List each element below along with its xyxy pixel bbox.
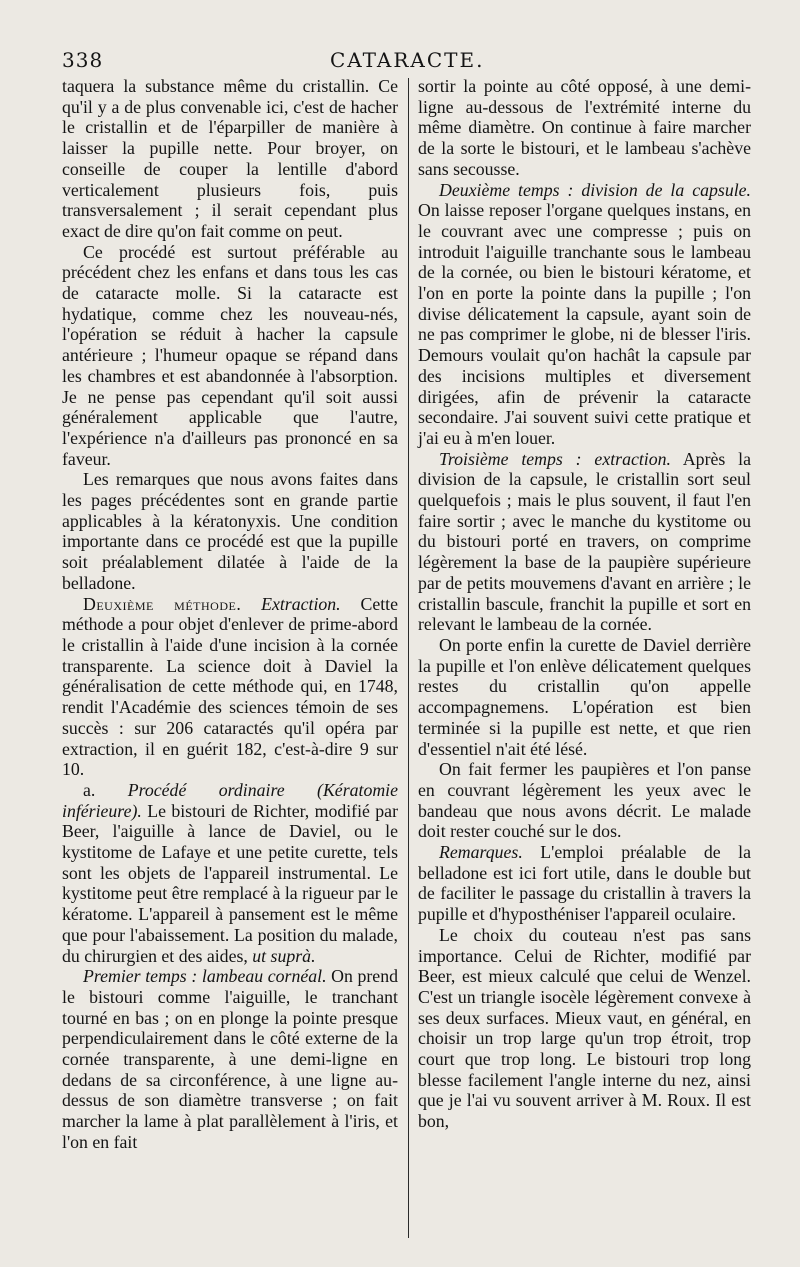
procedure-paragraph <box>62 780 398 966</box>
paragraph: Les remarques que nous avons faites dans les pages précédentes sont en grande partie applicables à la kératonyxis. Une condition importante dans ce procédé est que la pupille soit préalablement dilatée à l'aide de la belladone. <box>62 469 398 593</box>
step-paragraph <box>418 180 751 449</box>
step-title: Troisième temps : extraction. <box>439 448 671 469</box>
step-title: Deuxième temps : division de la capsule. <box>439 179 751 200</box>
remarks-title: Remarques. <box>439 842 523 863</box>
paragraph: taquera la substance même du cristallin. Ce qu'il y a de plus convenable ici, c'est de hacher le cristallin et de l'éparpiller de manière à laisser la pupille nette. Pour broyer, on conseille de couper la lentille d'abord verticalement plusieurs fois, puis transversalement ; il serait cependant plus exact de dire qu'on fait comme on peut. <box>62 76 398 241</box>
procedure-title: Procédé ordinaire (Kératomie inférieure). <box>62 779 399 821</box>
paragraph: On porte enfin la curette de Daviel derrière la pupille et l'on enlève délicatement quelques restes du cristallin qu'on appelle accompagnemens. L'opération est bien terminée si la pupille est nette, et que rien d'essentiel n'ait été lésé. <box>418 634 751 759</box>
page-number: 338 <box>62 48 104 72</box>
section-paragraph <box>62 594 398 780</box>
paragraph-text: L'emploi préalable de la belladone est ici fort utile, dans le double but de faciliter le passage du cristallin à travers la pupille et d'hyposthéniser l'appareil oculaire. <box>418 842 751 925</box>
paragraph: On fait fermer les paupières et l'on panse en couvrant légèrement les yeux avec le bandeau que nous avons décrit. Le malade doit rester couché sur le dos. <box>418 759 751 842</box>
section-title: Extraction. <box>261 593 341 614</box>
step-paragraph <box>62 966 398 1152</box>
step-title: Premier temps : lambeau cornéal. <box>83 966 327 987</box>
page-header <box>0 46 800 78</box>
remarks-paragraph <box>418 842 751 925</box>
latin-reference: ut suprà. <box>252 945 316 966</box>
running-title: CATARACTE. <box>330 48 485 72</box>
paragraph-text: Cette méthode a pour objet d'enlever de prime-abord le cristallin à l'aide d'une incision à la cornée transparente. La science doit à Daviel la généralisation de cette méthode qui, en 1748, rendit l'Académie des sciences témoin de ses succès : sur 206 cataractés qu'il opéra par extraction, il en guérit 182, c'est-à-dire 9 sur 10. <box>62 593 398 780</box>
paragraph-text: Après la division de la capsule, le cristallin sort seul quelquefois ; mais le plus souvent, il faut l'en faire sortir ; avec le manche du kystitome ou du bistouri porté en travers, on comprime légèrement la base de la paupière supérieure par de petits mouvemens d'avant en arrière ; le cristallin bascule, franchit la pupille et sort en relevant le lambeau de la cornée. <box>418 448 751 635</box>
step-paragraph <box>418 449 751 635</box>
paragraph-text: Le bistouri de Richter, modifié par Beer, l'aiguille à lance de Daviel, ou le kystitome de Lafaye et une petite curette, tels sont les objets de l'appareil instrumental. Le kystitome peut être remplacé à la rigueur par le kératome. L'appareil à pansement est le même que pour l'abaissement. La position du malade, du chirurgien et des aides, <box>62 800 398 966</box>
paragraph-text: On laisse reposer l'organe quelques instans, en le couvrant avec une compresse ; puis on introduit l'aiguille tranchante sous le lambeau de la cornée, ou bien le bistouri kératome, et l'on en porte la pointe dans la pupille ; l'on divise délicatement la capsule, ayant soin de ne pas comprimer le globe, ni de blesser l'iris. Demours voulait qu'on hachât la capsule par des incisions multiples et diversement dirigées, afin de prévenir la cataracte secondaire. J'ai souvent suivi cette pratique et j'ai eu à m'en louer. <box>418 200 751 448</box>
paragraph: sortir la pointe au côté opposé, à une demi-ligne au-dessous de l'extrémité interne du même diamètre. On continue à faire marcher de la sorte le bistouri, et le lambeau s'achève sans secousse. <box>418 76 751 179</box>
right-column <box>418 76 751 1132</box>
section-heading: Deuxième méthode. <box>83 593 242 614</box>
left-column <box>62 76 398 1153</box>
column-divider <box>408 78 409 1238</box>
paragraph-text: On prend le bistouri comme l'aiguille, le tranchant tourné en bas ; on en plonge la pointe presque perpendiculairement dans le côté externe de la cornée transparente, à une demi-ligne en dedans de sa circonférence, à une ligne au-dessus de son diamètre transverse ; on fait marcher la lame à plat parallèlement à l'iris, et l'on en fait <box>62 966 398 1152</box>
item-marker: a. <box>83 779 96 800</box>
paragraph: Le choix du couteau n'est pas sans importance. Celui de Richter, modifié par Beer, est mieux calculé que celui de Wenzel. C'est un triangle isocèle légèrement convexe à ses deux surfaces. Mieux vaut, en général, en choisir un trop large qu'un trop étroit, trop court que trop long. Le bistouri trop long blesse facilement l'angle interne du nez, ainsi que je l'ai vu souvent arriver à M. Roux. Il est bon, <box>418 924 751 1132</box>
paragraph: Ce procédé est surtout préférable au précédent chez les enfans et dans tous les cas de cataracte molle. Si la cataracte est hydatique, comme chez les nouveau-nés, l'opération se réduit à hacher la capsule antérieure ; l'humeur opaque se répand dans les chambres et est abandonnée à l'absorption. Je ne pense pas cependant qu'il soit aussi généralement applicable que l'autre, l'expérience n'a d'ailleurs pas prononcé en sa faveur. <box>62 241 398 469</box>
